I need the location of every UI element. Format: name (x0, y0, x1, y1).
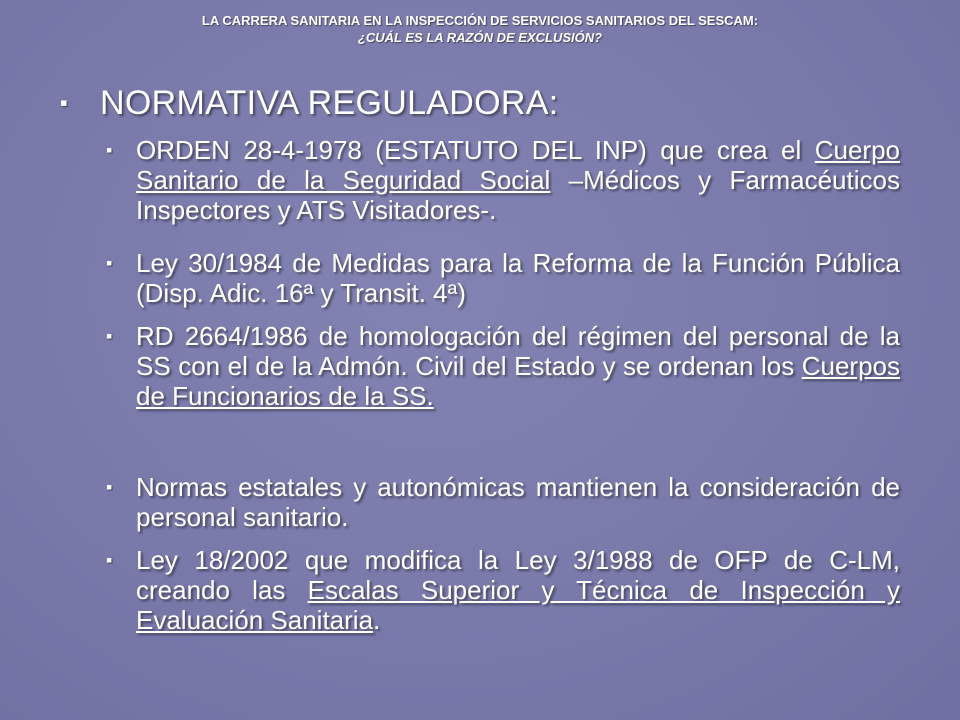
list-item (106, 472, 900, 532)
list-item-text-part: . (373, 605, 381, 635)
section-heading-text: NORMATIVA REGULADORA: (100, 84, 559, 122)
list-item-text-part: RD 2664/1986 de homologación del régimen del personal de la SS con el de la Admón. Civil del Estado y se ordenan los (136, 321, 900, 381)
square-bullet-icon: ▪ (60, 90, 68, 115)
list-item-text (136, 472, 900, 532)
list-item (106, 545, 900, 635)
underlined-term: Escalas Superior y Técnica de Inspección y Evaluación Sanitaria (136, 575, 900, 635)
list-item (106, 248, 900, 308)
section-heading (60, 83, 900, 123)
list-item-text (136, 248, 900, 308)
square-bullet-icon: ▪ (106, 326, 113, 346)
square-bullet-icon: ▪ (106, 477, 113, 497)
underlined-term: Cuerpo Sanitario de la Seguridad Social (136, 135, 900, 195)
list-item-text-part: Ley 30/1984 de Medidas para la Reforma de la Función Pública (Disp. Adic. 16ª y Transit. 4ª) (136, 248, 900, 308)
list-item (106, 135, 900, 225)
list-item (106, 321, 900, 411)
square-bullet-icon: ▪ (106, 550, 113, 570)
square-bullet-icon: ▪ (106, 140, 113, 160)
square-bullet-icon: ▪ (106, 253, 113, 273)
header-title-line-1: LA CARRERA SANITARIA EN LA INSPECCIÓN DE SERVICIOS SANITARIOS DEL SESCAM: (201, 13, 759, 28)
list-item-text-part: Normas estatales y autonómicas mantienen la consideración de personal sanitario. (136, 472, 900, 532)
underlined-term: Cuerpos de Funcionarios de la SS. (136, 351, 900, 411)
slide-header (0, 12, 960, 46)
list-item-text-part: –Médicos y Farmacéuticos Inspectores y ATS Visitadores-. (136, 165, 900, 225)
header-title-line-2: ¿CUÁL ES LA RAZÓN DE EXCLUSIÓN? (357, 30, 603, 45)
list-item-text (136, 135, 900, 225)
list-item-text (136, 545, 900, 635)
list-item-text-part: Ley 18/2002 que modifica la Ley 3/1988 de OFP de C-LM, creando las (136, 545, 900, 605)
list-item-text-part: ORDEN 28-4-1978 (ESTATUTO DEL INP) que crea el (136, 135, 815, 165)
list-item-text (136, 321, 900, 411)
